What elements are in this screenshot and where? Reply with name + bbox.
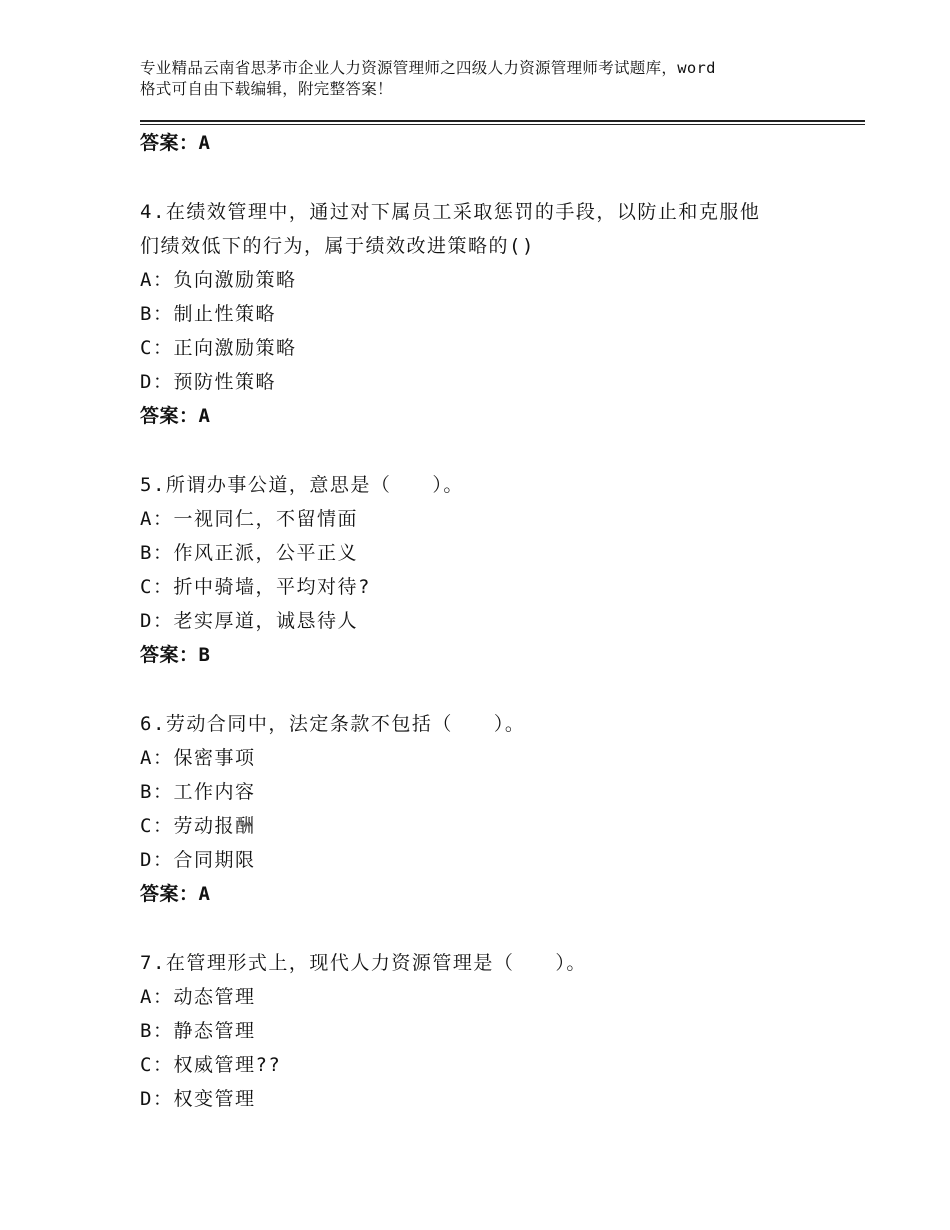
answer: 答案：A — [140, 405, 211, 427]
question-stem: 们绩效低下的行为，属于绩效改进策略的() — [140, 235, 535, 257]
option-c: C：权威管理?? — [140, 1054, 282, 1076]
question-stem: 6.劳动合同中，法定条款不包括（ ）。 — [140, 713, 526, 735]
question-7 — [140, 946, 840, 1116]
question-stem: 5.所谓办事公道，意思是（ ）。 — [140, 474, 464, 496]
option-a: A：负向激励策略 — [140, 269, 297, 291]
option-d: D：权变管理 — [140, 1088, 256, 1110]
option-b: B：工作内容 — [140, 781, 256, 803]
previous-answer: 答案：A — [140, 132, 211, 154]
answer: 答案：B — [140, 644, 211, 666]
option-d: D：预防性策略 — [140, 371, 276, 393]
option-b: B：制止性策略 — [140, 303, 276, 325]
header-rule-thick — [140, 120, 865, 122]
header-line-1: 专业精品云南省思茅市企业人力资源管理师之四级人力资源管理师考试题库，word — [140, 59, 716, 77]
question-stem: 7.在管理形式上，现代人力资源管理是（ ）。 — [140, 952, 587, 974]
option-c: C：折中骑墙，平均对待? — [140, 576, 371, 598]
question-6 — [140, 707, 840, 911]
question-5 — [140, 468, 840, 672]
answer: 答案：A — [140, 883, 211, 905]
page-header — [140, 58, 830, 100]
option-c: C：正向激励策略 — [140, 337, 297, 359]
question-stem: 4.在绩效管理中，通过对下属员工采取惩罚的手段，以防止和克服他 — [140, 201, 761, 223]
header-line-2: 格式可自由下载编辑，附完整答案！ — [140, 80, 393, 98]
option-d: D：老实厚道，诚恳待人 — [140, 610, 358, 632]
option-d: D：合同期限 — [140, 849, 256, 871]
option-b: B：作风正派，公平正义 — [140, 542, 358, 564]
option-a: A：动态管理 — [140, 986, 256, 1008]
question-list — [140, 126, 840, 1116]
option-a: A：一视同仁，不留情面 — [140, 508, 358, 530]
option-c: C：劳动报酬 — [140, 815, 256, 837]
header-rule-thin — [140, 124, 865, 125]
option-a: A：保密事项 — [140, 747, 256, 769]
question-4 — [140, 195, 840, 433]
option-b: B：静态管理 — [140, 1020, 256, 1042]
